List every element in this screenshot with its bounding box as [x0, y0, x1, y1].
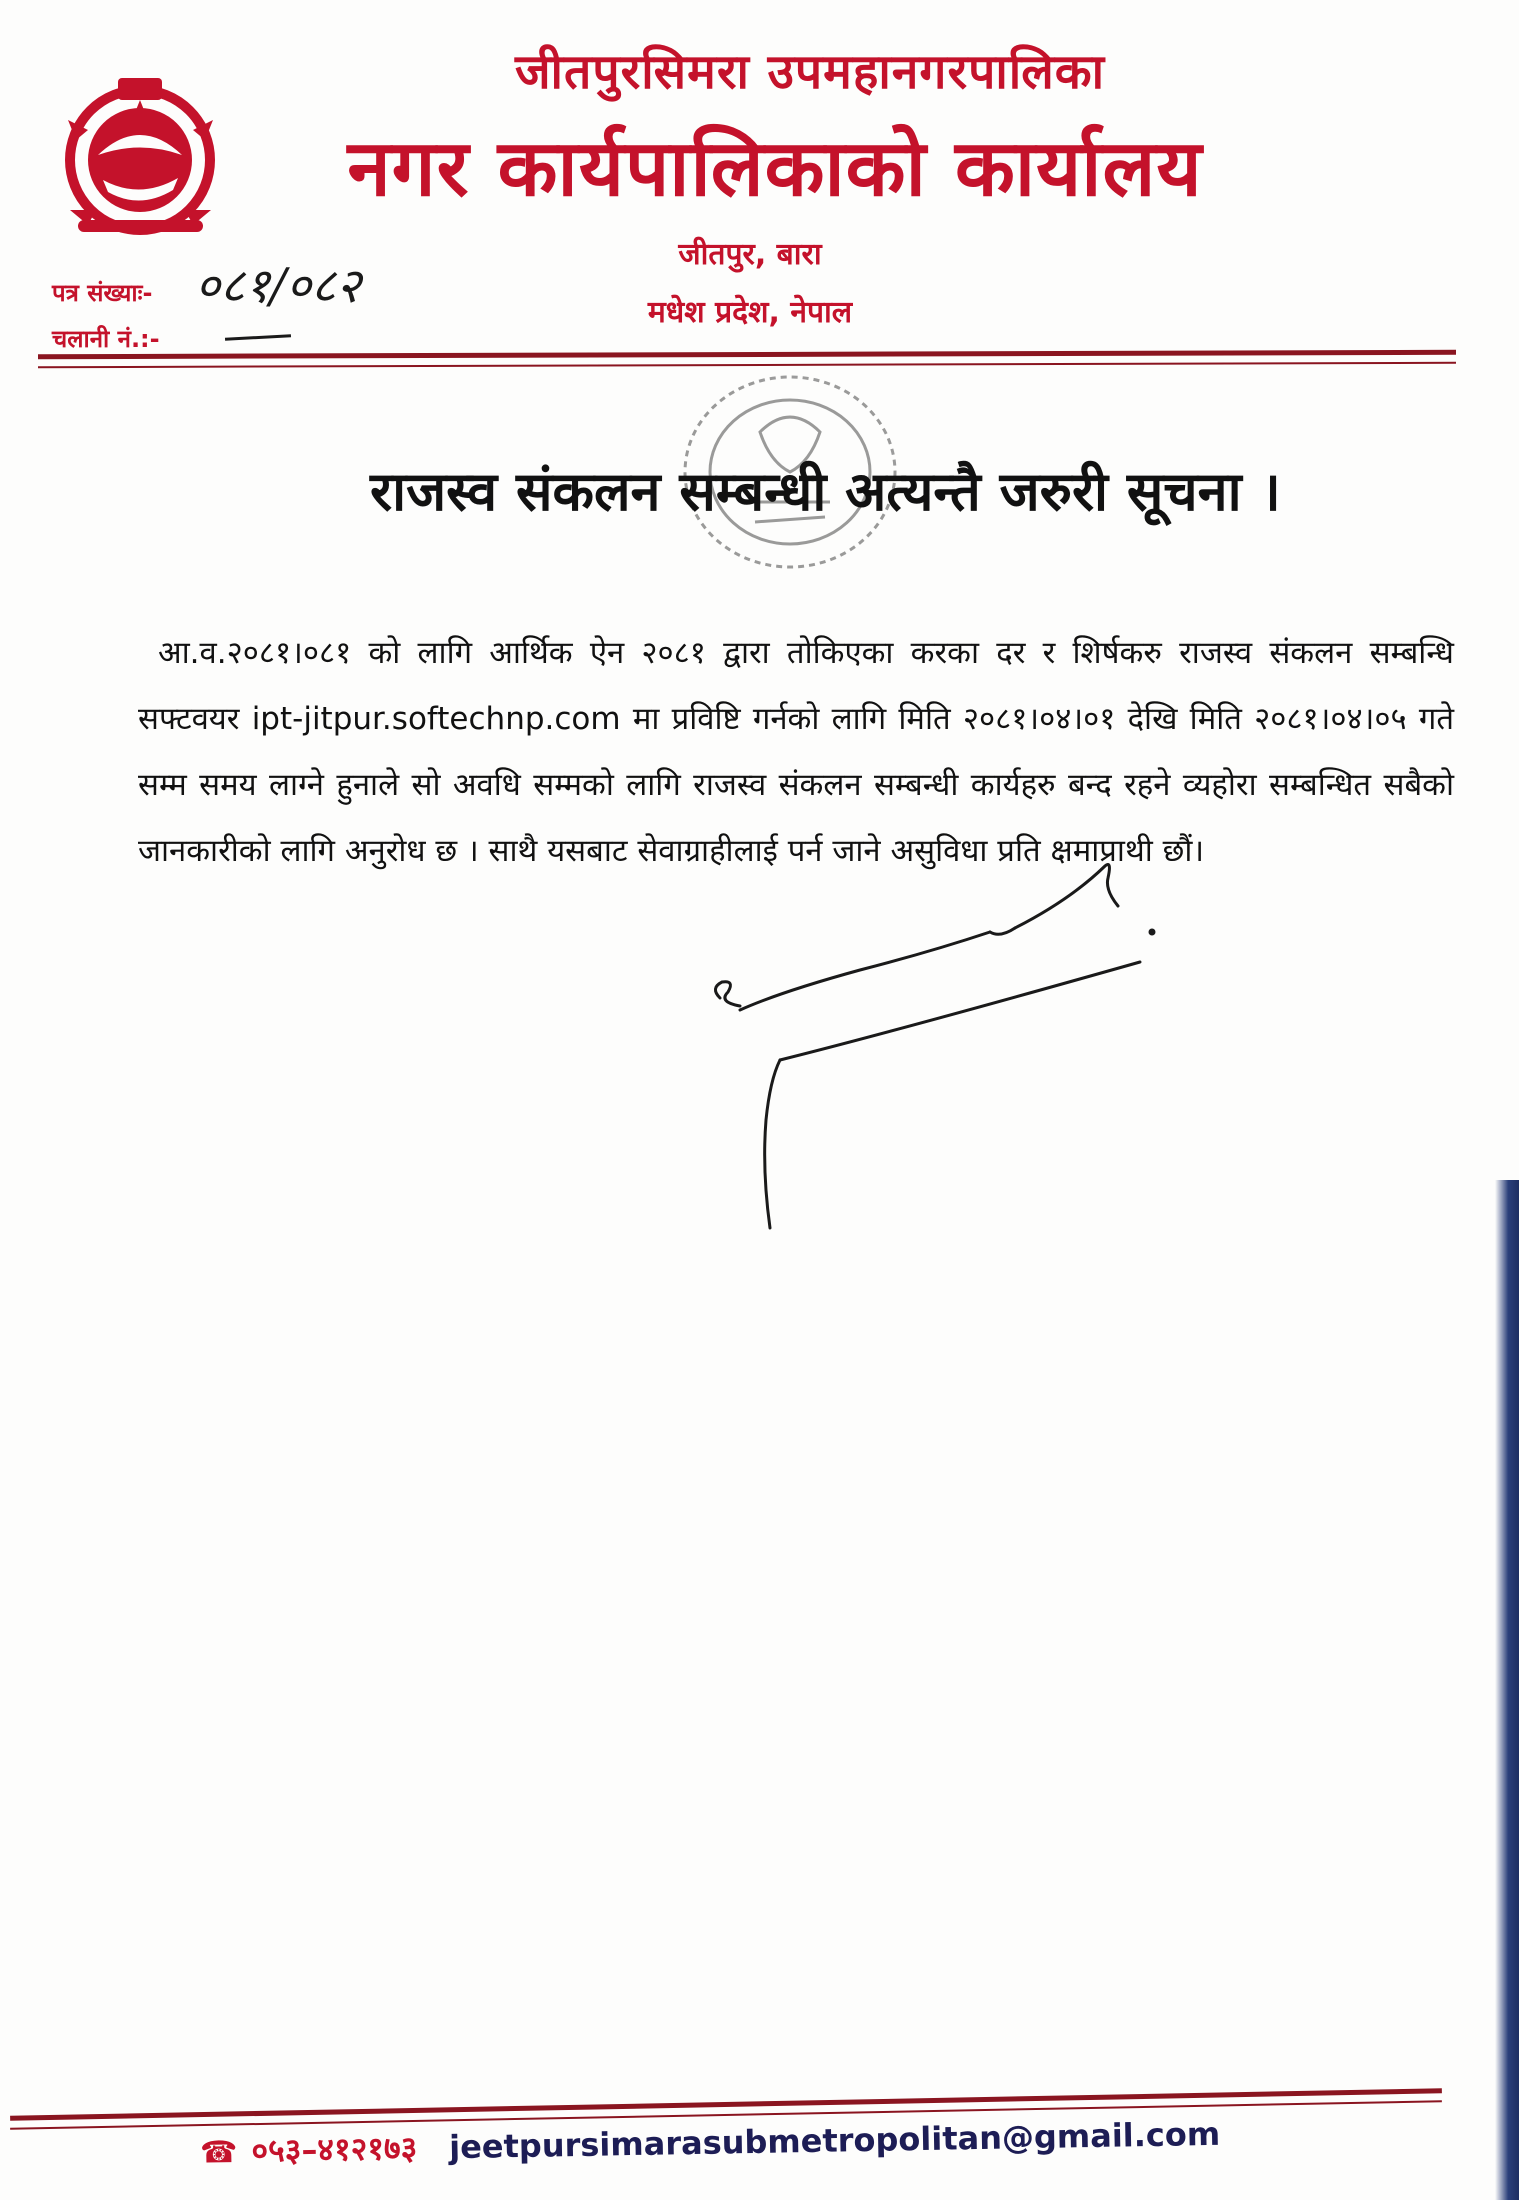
office-location-city: जीतपुर, बारा — [678, 237, 822, 272]
footer-phone: ०५३–४१२१७३ — [251, 2128, 418, 2170]
office-location-province: मधेश प्रदेश, नेपाल — [647, 295, 853, 330]
footer-contact — [200, 2110, 1301, 2172]
dispatch-number-blank — [225, 334, 291, 340]
notice-title: राजस्व संकलन सम्बन्धी अत्यन्तै जरुरी सूचना । — [370, 460, 1281, 523]
municipality-name: जीतपुरसिमरा उपमहानगरपालिका — [514, 44, 1106, 100]
handwritten-signature — [700, 860, 1170, 1230]
reference-number-label: पत्र संख्याः- — [52, 279, 153, 307]
nepal-emblem-icon — [48, 60, 233, 250]
office-name: नगर कार्यपालिकाको कार्यालय — [347, 124, 1203, 214]
dispatch-number-label: चलानी नं.:- — [52, 325, 160, 353]
page-edge-shadow — [1495, 1180, 1519, 2200]
header-rule-thick — [38, 350, 1456, 359]
reference-number-value: ०८१/०८२ — [195, 258, 361, 314]
footer-email[interactable]: jeetpursimarasubmetropolitan@gmail.com — [448, 2114, 1221, 2167]
notice-body: आ.व.२०८१।०८१ को लागि आर्थिक ऐन २०८१ द्वारा तोकिएका करका दर र शिर्षकरु राजस्व संकलन सम्बन्धि सफ्टवयर ipt-jitpur.softechnp.com मा प्रविष्टि गर्नको लागि मिति २०८१।०४।०१ देखि मिति २०८१।०४।०५ गते सम्म समय लाग्ने हुनाले सो अवधि सम्मको लागि राजस्व संकलन सम्बन्धी कार्यहरु बन्द रहने व्यहोरा सम्बन्धित सबैको जानकारीको लागि अनुरोध छ । साथै यसबाट सेवाग्राहीलाई पर्न जाने असुविधा प्रति क्षमाप्राथी छौं। — [138, 635, 1454, 869]
telephone-icon: ☎ — [199, 2134, 238, 2171]
